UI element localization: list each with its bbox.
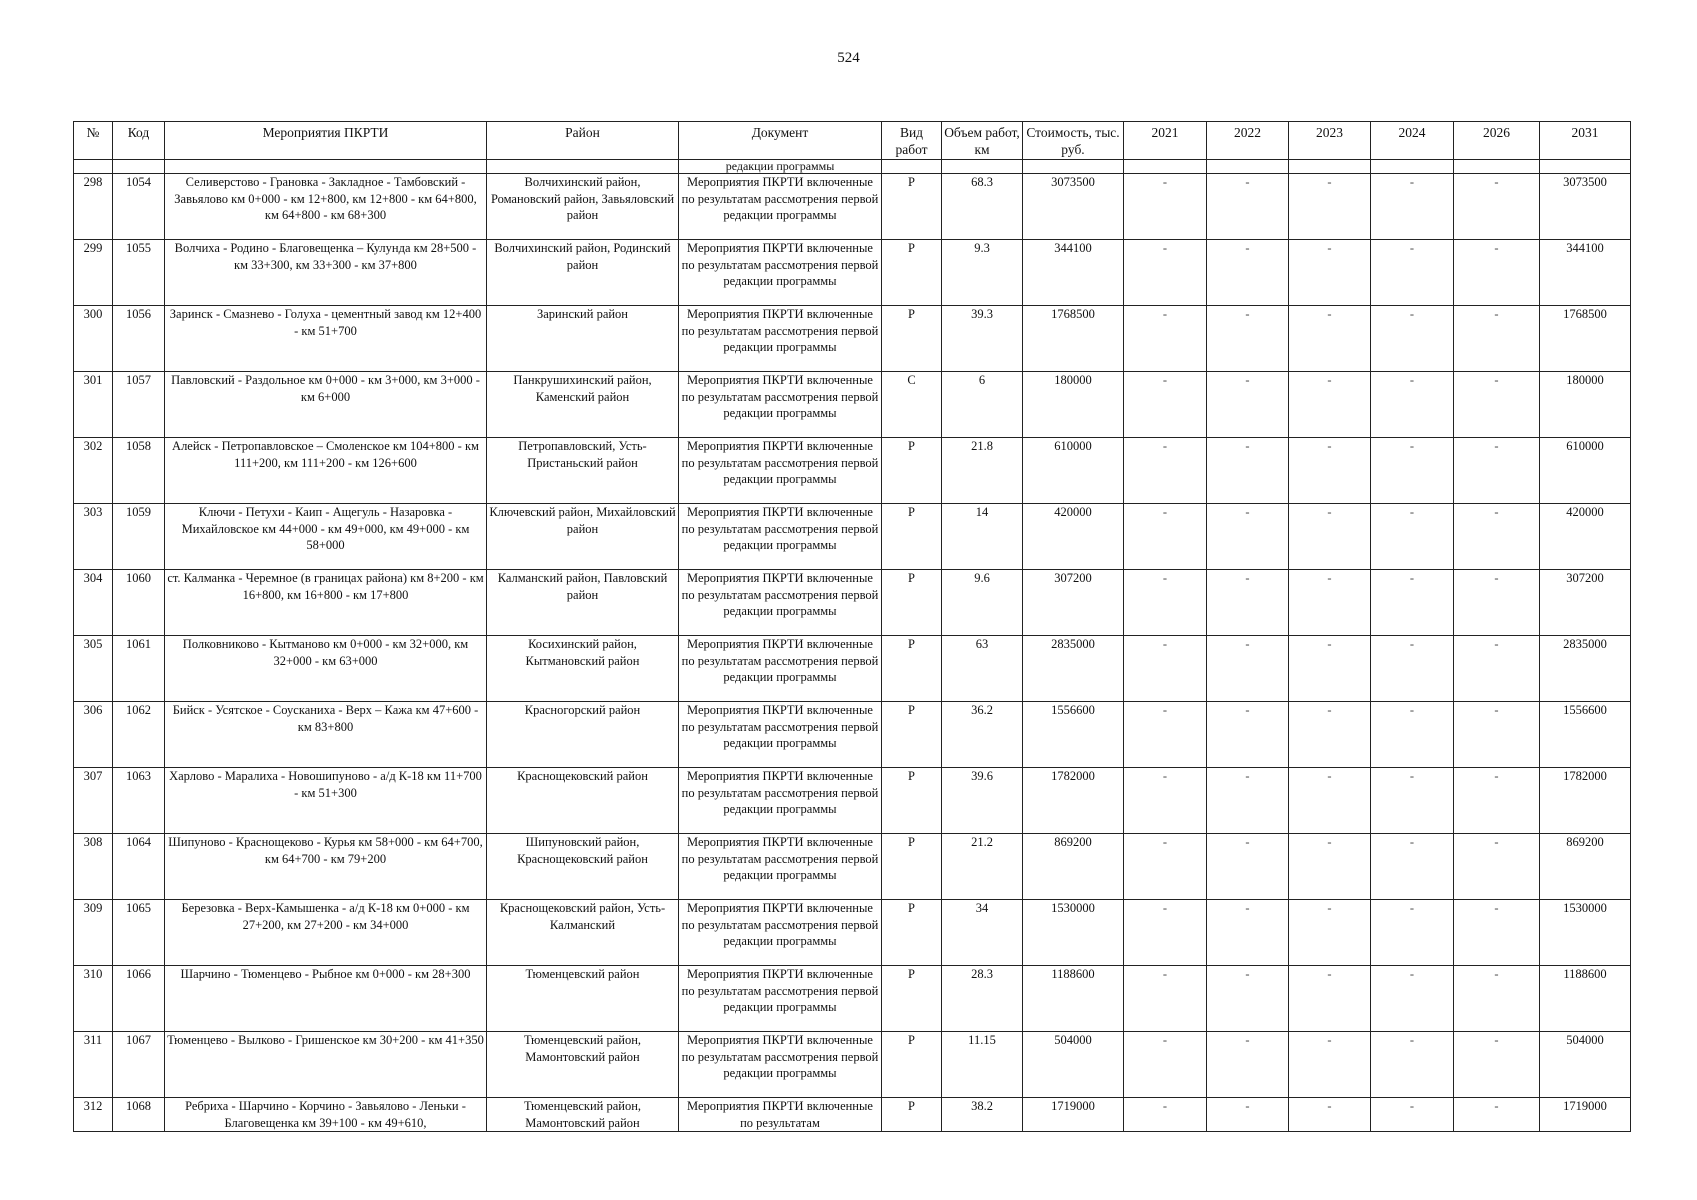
cell-2021: - [1124,504,1207,570]
cell-2024: - [1371,1032,1454,1098]
cell-work-type: Р [882,306,942,372]
cell-cost: 344100 [1023,240,1124,306]
cell-cost: 2835000 [1023,636,1124,702]
cell-2021: - [1124,372,1207,438]
column-header-2024: 2024 [1371,122,1454,160]
cell-number: 303 [74,504,113,570]
cell-2021: - [1124,1098,1207,1132]
cell-work-type: Р [882,636,942,702]
cell-2026: - [1454,1098,1540,1132]
column-header-district: Район [487,122,679,160]
cell-document: Мероприятия ПКРТИ включенные по результатам рассмотрения первой редакции программы [679,834,882,900]
cell-2021: - [1124,240,1207,306]
cell-event: Алейск - Петропавловское – Смоленское км 104+800 - км 111+200, км 111+200 - км 126+600 [165,438,487,504]
cell-cost: 1782000 [1023,768,1124,834]
cell-work-type: Р [882,504,942,570]
table-row [74,174,1631,240]
cell-district: Краснощековский район [487,768,679,834]
cell-2031: 504000 [1540,1032,1631,1098]
column-header-2022: 2022 [1207,122,1289,160]
cell-volume: 9.3 [942,240,1023,306]
cell-2031: 1768500 [1540,306,1631,372]
table-row [74,1098,1631,1132]
cell-document: Мероприятия ПКРТИ включенные по результатам [679,1098,882,1132]
cell-code: 1055 [113,240,165,306]
cell-document: Мероприятия ПКРТИ включенные по результатам рассмотрения первой редакции программы [679,768,882,834]
cell-2026: - [1454,504,1540,570]
cell-volume: 9.6 [942,570,1023,636]
cell-code: 1054 [113,174,165,240]
cell-district: Косихинский район, Кытмановский район [487,636,679,702]
cell-event: Шипуново - Краснощеково - Курья км 58+000 - км 64+700, км 64+700 - км 79+200 [165,834,487,900]
cell-cost: 504000 [1023,1032,1124,1098]
cell-cost: 420000 [1023,504,1124,570]
column-header-2026: 2026 [1454,122,1540,160]
cell-district: Краснощековский район, Усть-Калманский [487,900,679,966]
page-number: 524 [837,50,860,66]
table-row [74,1032,1631,1098]
cell-event: Шарчино - Тюменцево - Рыбное км 0+000 - км 28+300 [165,966,487,1032]
cell-number: 309 [74,900,113,966]
table-row [74,504,1631,570]
cell-event: Ребриха - Шарчино - Корчино - Завьялово - Леньки - Благовещенка км 39+100 - км 49+610, [165,1098,487,1132]
cell-2024: - [1371,900,1454,966]
cell-code: 1068 [113,1098,165,1132]
cell-2023: - [1289,768,1371,834]
cell-code: 1062 [113,702,165,768]
cell-2022: - [1207,504,1289,570]
cell-2026: - [1454,570,1540,636]
cell-work-type: Р [882,240,942,306]
cell-2023: - [1289,966,1371,1032]
cell-cost: 610000 [1023,438,1124,504]
cell-2026: - [1454,636,1540,702]
cell-work-type: Р [882,1032,942,1098]
cell-district: Красногорский район [487,702,679,768]
cell-cost: 3073500 [1023,174,1124,240]
cell-2031: 1556600 [1540,702,1631,768]
cell-2026: - [1454,768,1540,834]
cell-cost: 180000 [1023,372,1124,438]
cell-2031: 1188600 [1540,966,1631,1032]
cell-2021: - [1124,1032,1207,1098]
column-header-2031: 2031 [1540,122,1631,160]
cell-document: Мероприятия ПКРТИ включенные по результатам рассмотрения первой редакции программы [679,702,882,768]
cell-number: 306 [74,702,113,768]
cell-volume: 36.2 [942,702,1023,768]
cell-2024: - [1371,504,1454,570]
cell-document: Мероприятия ПКРТИ включенные по результатам рассмотрения первой редакции программы [679,372,882,438]
cell-volume: 63 [942,636,1023,702]
cell-2031: 1782000 [1540,768,1631,834]
cell-2022: - [1207,768,1289,834]
cell-work-type: Р [882,702,942,768]
cell-volume: 68.3 [942,174,1023,240]
column-header-2023: 2023 [1289,122,1371,160]
cell-2024: - [1371,1098,1454,1132]
cell-volume: 14 [942,504,1023,570]
column-header-work-type: Вид работ [882,122,942,160]
cell-event: Полковниково - Кытманово км 0+000 - км 32+000, км 32+000 - км 63+000 [165,636,487,702]
cell-2022: - [1207,570,1289,636]
cell-2023: - [1289,372,1371,438]
continuation-row [74,160,1631,174]
cell-number: 299 [74,240,113,306]
cell-2022: - [1207,372,1289,438]
cell-2021: - [1124,570,1207,636]
cell-2022: - [1207,1032,1289,1098]
cell-number: 300 [74,306,113,372]
column-header-volume: Объем работ, км [942,122,1023,160]
cell-2022: - [1207,174,1289,240]
cell-2026: - [1454,1032,1540,1098]
cell-2021: - [1124,966,1207,1032]
cell-document: Мероприятия ПКРТИ включенные по результатам рассмотрения первой редакции программы [679,438,882,504]
cell-event: ст. Калманка - Черемное (в границах района) км 8+200 - км 16+800, км 16+800 - км 17+800 [165,570,487,636]
cell-code: 1056 [113,306,165,372]
cell-code: 1059 [113,504,165,570]
cell-2026: - [1454,966,1540,1032]
cell-2021: - [1124,438,1207,504]
cell-document: Мероприятия ПКРТИ включенные по результатам рассмотрения первой редакции программы [679,504,882,570]
cell-volume: 39.6 [942,768,1023,834]
table-row [74,834,1631,900]
table-row [74,900,1631,966]
table-row [74,966,1631,1032]
cell-district: Тюменцевский район, Мамонтовский район [487,1098,679,1132]
cell-district: Тюменцевский район [487,966,679,1032]
table-row [74,636,1631,702]
cell-code: 1057 [113,372,165,438]
cell-cost: 1719000 [1023,1098,1124,1132]
cell-2023: - [1289,240,1371,306]
cell-code: 1060 [113,570,165,636]
cell-event: Волчиха - Родино - Благовещенка – Кулунда км 28+500 - км 33+300, км 33+300 - км 37+800 [165,240,487,306]
table-row [74,240,1631,306]
cell-work-type: Р [882,900,942,966]
cell-2024: - [1371,174,1454,240]
cell-2021: - [1124,306,1207,372]
column-header-event: Мероприятия ПКРТИ [165,122,487,160]
cell-2022: - [1207,834,1289,900]
cell-2023: - [1289,636,1371,702]
cell-number: 311 [74,1032,113,1098]
table-body [74,160,1631,1132]
cell-work-type: Р [882,570,942,636]
cell-2021: - [1124,636,1207,702]
cell-document: Мероприятия ПКРТИ включенные по результатам рассмотрения первой редакции программы [679,966,882,1032]
table-row [74,570,1631,636]
cell-2022: - [1207,240,1289,306]
cell-event: Ключи - Петухи - Каип - Ащегуль - Назаровка - Михайловское км 44+000 - км 49+000, км 49+000 - км 58+000 [165,504,487,570]
cell-2026: - [1454,372,1540,438]
cell-document: Мероприятия ПКРТИ включенные по результатам рассмотрения первой редакции программы [679,570,882,636]
cell-2022: - [1207,966,1289,1032]
cell-document: Мероприятия ПКРТИ включенные по результатам рассмотрения первой редакции программы [679,174,882,240]
cell-number: 302 [74,438,113,504]
cell-2026: - [1454,702,1540,768]
column-header-document: Документ [679,122,882,160]
cell-2024: - [1371,570,1454,636]
cell-2023: - [1289,1098,1371,1132]
cell-number: 312 [74,1098,113,1132]
cell-event: Селиверстово - Грановка - Закладное - Тамбовский - Завьялово км 0+000 - км 12+800, км 12+800 - км 64+800, км 64+800 - км 68+300 [165,174,487,240]
cell-cost: 1556600 [1023,702,1124,768]
cell-district: Волчихинский район, Романовский район, Завьяловский район [487,174,679,240]
table-row [74,768,1631,834]
cell-volume: 34 [942,900,1023,966]
cell-cost: 1768500 [1023,306,1124,372]
cell-district: Тюменцевский район, Мамонтовский район [487,1032,679,1098]
cell-event: Заринск - Смазнево - Голуха - цементный завод км 12+400 - км 51+700 [165,306,487,372]
cell-2026: - [1454,240,1540,306]
cell-district: Волчихинский район, Родинский район [487,240,679,306]
cell-district: Шипуновский район, Краснощековский район [487,834,679,900]
cell-2026: - [1454,174,1540,240]
cell-cost: 1530000 [1023,900,1124,966]
cell-2021: - [1124,702,1207,768]
cell-2022: - [1207,636,1289,702]
cell-event: Харлово - Маралиха - Новошипуново - а/д К-18 км 11+700 - км 51+300 [165,768,487,834]
cell-cost: 869200 [1023,834,1124,900]
cell-number: 304 [74,570,113,636]
cell-code: 1061 [113,636,165,702]
cell-code: 1064 [113,834,165,900]
cell-2024: - [1371,372,1454,438]
cell-2023: - [1289,174,1371,240]
cell-2024: - [1371,636,1454,702]
column-header-2021: 2021 [1124,122,1207,160]
table-row [74,306,1631,372]
cell-document: Мероприятия ПКРТИ включенные по результатам рассмотрения первой редакции программы [679,1032,882,1098]
table-header-row [74,122,1631,160]
cell-event: Павловский - Раздольное км 0+000 - км 3+000, км 3+000 - км 6+000 [165,372,487,438]
cell-district: Панкрушихинский район, Каменский район [487,372,679,438]
cell-2022: - [1207,306,1289,372]
cell-2024: - [1371,240,1454,306]
cell-work-type: Р [882,834,942,900]
cell-2023: - [1289,702,1371,768]
cell-2026: - [1454,834,1540,900]
cell-volume: 39.3 [942,306,1023,372]
cell-2031: 2835000 [1540,636,1631,702]
cell-number: 305 [74,636,113,702]
cell-volume: 38.2 [942,1098,1023,1132]
cell-volume: 6 [942,372,1023,438]
cell-code: 1065 [113,900,165,966]
column-header-number: № [74,122,113,160]
cell-code: 1058 [113,438,165,504]
column-header-cost: Стоимость, тыс. руб. [1023,122,1124,160]
cell-2024: - [1371,438,1454,504]
cell-2031: 1530000 [1540,900,1631,966]
cell-cost: 307200 [1023,570,1124,636]
pkrti-table [73,121,1631,1132]
cell-district: Петропавловский, Усть-Пристаньский район [487,438,679,504]
cell-work-type: Р [882,1098,942,1132]
cell-2023: - [1289,1032,1371,1098]
cell-number: 298 [74,174,113,240]
cell-2026: - [1454,438,1540,504]
cell-2031: 180000 [1540,372,1631,438]
cell-2031: 1719000 [1540,1098,1631,1132]
cell-code: 1063 [113,768,165,834]
table-row [74,702,1631,768]
cell-2031: 420000 [1540,504,1631,570]
cell-district: Заринский район [487,306,679,372]
cell-event: Бийск - Усятское - Соусканиха - Верх – Кажа км 47+600 - км 83+800 [165,702,487,768]
cell-work-type: Р [882,768,942,834]
cell-volume: 28.3 [942,966,1023,1032]
cell-2021: - [1124,174,1207,240]
cell-number: 310 [74,966,113,1032]
cell-work-type: Р [882,438,942,504]
cell-code: 1067 [113,1032,165,1098]
cell-2031: 307200 [1540,570,1631,636]
cell-2023: - [1289,306,1371,372]
cell-event: Березовка - Верх-Камышенка - а/д К-18 км 0+000 - км 27+200, км 27+200 - км 34+000 [165,900,487,966]
cell-2024: - [1371,966,1454,1032]
cell-district: Ключевский район, Михайловский район [487,504,679,570]
cell-2026: - [1454,900,1540,966]
cell-work-type: Р [882,966,942,1032]
cell-2024: - [1371,834,1454,900]
cell-2023: - [1289,570,1371,636]
cell-2023: - [1289,900,1371,966]
cell-2022: - [1207,702,1289,768]
cell-2026: - [1454,306,1540,372]
cell-number: 307 [74,768,113,834]
cell-event: Тюменцево - Вылково - Гришенское км 30+200 - км 41+350 [165,1032,487,1098]
cell-2023: - [1289,438,1371,504]
cell-2021: - [1124,768,1207,834]
cell-2031: 610000 [1540,438,1631,504]
cell-volume: 11.15 [942,1032,1023,1098]
cell-2021: - [1124,900,1207,966]
cell-2023: - [1289,834,1371,900]
cell-2022: - [1207,900,1289,966]
cell-code: 1066 [113,966,165,1032]
column-header-code: Код [113,122,165,160]
cell-work-type: Р [882,174,942,240]
cell-2031: 3073500 [1540,174,1631,240]
cell-document: Мероприятия ПКРТИ включенные по результатам рассмотрения первой редакции программы [679,306,882,372]
cell-volume: 21.2 [942,834,1023,900]
cell-2023: - [1289,504,1371,570]
cell-document: Мероприятия ПКРТИ включенные по результатам рассмотрения первой редакции программы [679,240,882,306]
cell-2022: - [1207,438,1289,504]
cell-work-type: С [882,372,942,438]
cell-number: 301 [74,372,113,438]
cell-2022: - [1207,1098,1289,1132]
table-row [74,372,1631,438]
cell-2021: - [1124,834,1207,900]
cell-document: Мероприятия ПКРТИ включенные по результатам рассмотрения первой редакции программы [679,900,882,966]
cell-2031: 344100 [1540,240,1631,306]
cell-volume: 21.8 [942,438,1023,504]
cell-2024: - [1371,306,1454,372]
cell-number: 308 [74,834,113,900]
cell-document: Мероприятия ПКРТИ включенные по результатам рассмотрения первой редакции программы [679,636,882,702]
cell-2024: - [1371,768,1454,834]
cell-2024: - [1371,702,1454,768]
cell-2031: 869200 [1540,834,1631,900]
cell-district: Калманский район, Павловский район [487,570,679,636]
continuation-document-cell: редакции программы [679,160,882,174]
cell-cost: 1188600 [1023,966,1124,1032]
table-row [74,438,1631,504]
